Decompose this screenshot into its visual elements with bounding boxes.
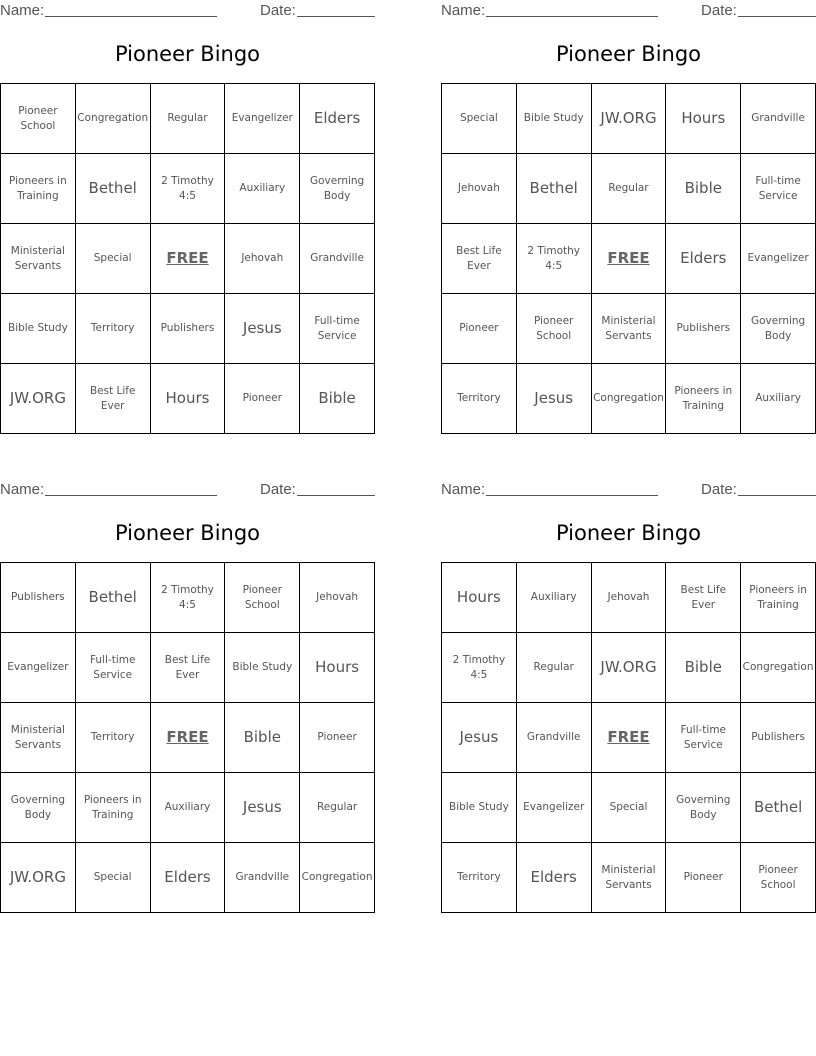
free-space-cell[interactable]: FREE [592, 224, 667, 294]
date-field[interactable] [738, 16, 816, 17]
bingo-cell[interactable]: Congregation [741, 633, 816, 703]
date-label: Date: [260, 481, 296, 498]
bingo-cell[interactable]: Jehovah [442, 154, 517, 224]
bingo-grid [0, 83, 375, 434]
bingo-cell[interactable]: 2 Timothy 4:5 [151, 563, 226, 633]
bingo-cell[interactable]: Bible Study [517, 84, 592, 154]
bingo-cell[interactable]: Bible Study [1, 294, 76, 364]
bingo-cell[interactable]: Elders [300, 84, 375, 154]
bingo-cell[interactable]: Governing Body [666, 773, 741, 843]
bingo-cell[interactable]: Pioneer [442, 294, 517, 364]
bingo-cell[interactable]: 2 Timothy 4:5 [151, 154, 226, 224]
bingo-cell[interactable]: Pioneer School [1, 84, 76, 154]
bingo-cell[interactable]: Pioneer [225, 364, 300, 434]
bingo-cell[interactable]: Bible [666, 633, 741, 703]
bingo-cell[interactable]: Regular [592, 154, 667, 224]
bingo-cell[interactable]: Pioneers in Training [741, 563, 816, 633]
bingo-cell[interactable]: Bible Study [225, 633, 300, 703]
free-space-cell[interactable]: FREE [592, 703, 667, 773]
bingo-cell[interactable]: JW.ORG [592, 633, 667, 703]
bingo-cell[interactable]: Regular [151, 84, 226, 154]
bingo-grid [441, 83, 816, 434]
card-header [441, 2, 816, 20]
bingo-cell[interactable]: Hours [151, 364, 226, 434]
bingo-cell[interactable]: Hours [666, 84, 741, 154]
bingo-cell[interactable]: Hours [300, 633, 375, 703]
bingo-card [0, 0, 375, 440]
bingo-cell[interactable]: Jesus [225, 294, 300, 364]
card-title: Pioneer Bingo [114, 521, 261, 545]
name-label: Name: [441, 481, 486, 498]
bingo-cell[interactable]: Congregation [592, 364, 667, 434]
bingo-cell[interactable]: JW.ORG [592, 84, 667, 154]
bingo-cell[interactable]: Evangelizer [225, 84, 300, 154]
bingo-cell[interactable]: Pioneer [300, 703, 375, 773]
bingo-cell[interactable]: Bible [225, 703, 300, 773]
bingo-cell[interactable]: Pioneer School [225, 563, 300, 633]
free-space-cell[interactable]: FREE [151, 224, 226, 294]
bingo-cell[interactable]: Full-time Service [76, 633, 151, 703]
bingo-cell[interactable]: Bible Study [442, 773, 517, 843]
date-label: Date: [260, 2, 296, 19]
bingo-cell[interactable]: Pioneers in Training [1, 154, 76, 224]
bingo-cell[interactable]: Evangelizer [1, 633, 76, 703]
bingo-cell[interactable]: Governing Body [300, 154, 375, 224]
bingo-cell[interactable]: Territory [76, 703, 151, 773]
free-space-cell[interactable]: FREE [151, 703, 226, 773]
bingo-cell[interactable]: 2 Timothy 4:5 [517, 224, 592, 294]
bingo-cell[interactable]: Ministerial Servants [592, 843, 667, 913]
bingo-cell[interactable]: Grandville [517, 703, 592, 773]
bingo-cell[interactable]: Auxiliary [741, 364, 816, 434]
bingo-cell[interactable]: Special [76, 224, 151, 294]
bingo-cell[interactable]: Elders [151, 843, 226, 913]
bingo-card [0, 479, 375, 919]
bingo-cell[interactable]: Special [592, 773, 667, 843]
bingo-cell[interactable]: Jehovah [592, 563, 667, 633]
card-title: Pioneer Bingo [114, 42, 261, 66]
name-label: Name: [0, 481, 45, 498]
bingo-cell[interactable]: Bible [300, 364, 375, 434]
card-title: Pioneer Bingo [555, 42, 702, 66]
date-field[interactable] [297, 16, 375, 17]
bingo-cell[interactable]: Bethel [517, 154, 592, 224]
bingo-cell[interactable]: Grandville [225, 843, 300, 913]
bingo-cell[interactable]: Territory [442, 843, 517, 913]
bingo-cell[interactable]: Bible [666, 154, 741, 224]
bingo-grid [0, 562, 375, 913]
bingo-card [441, 0, 816, 440]
bingo-cell[interactable]: Publishers [151, 294, 226, 364]
bingo-cell[interactable]: Full-time Service [741, 154, 816, 224]
bingo-cell[interactable]: Auxiliary [151, 773, 226, 843]
bingo-cell[interactable]: Elders [666, 224, 741, 294]
bingo-cell[interactable]: Jesus [442, 703, 517, 773]
bingo-cell[interactable]: Pioneers in Training [76, 773, 151, 843]
bingo-cell[interactable]: Ministerial Servants [1, 703, 76, 773]
name-field[interactable] [45, 495, 217, 496]
name-label: Name: [0, 2, 45, 19]
bingo-card [441, 479, 816, 919]
bingo-cell[interactable]: Bethel [76, 563, 151, 633]
bingo-cell[interactable]: Evangelizer [741, 224, 816, 294]
card-header [0, 481, 375, 499]
bingo-cell[interactable]: Territory [76, 294, 151, 364]
bingo-cell[interactable]: Best Life Ever [76, 364, 151, 434]
bingo-cell[interactable]: Evangelizer [517, 773, 592, 843]
bingo-cell[interactable]: Grandville [300, 224, 375, 294]
bingo-cell[interactable]: Pioneer School [741, 843, 816, 913]
bingo-cell[interactable]: Governing Body [741, 294, 816, 364]
bingo-cell[interactable]: Jesus [517, 364, 592, 434]
name-label: Name: [441, 2, 486, 19]
bingo-cell[interactable]: Pioneer [666, 843, 741, 913]
bingo-cell[interactable]: Auxiliary [225, 154, 300, 224]
bingo-cell[interactable]: Special [76, 843, 151, 913]
bingo-cell[interactable]: Publishers [666, 294, 741, 364]
bingo-cell[interactable]: Elders [517, 843, 592, 913]
bingo-cell[interactable]: Congregation [300, 843, 375, 913]
bingo-cell[interactable]: Best Life Ever [666, 563, 741, 633]
bingo-cell[interactable]: Hours [442, 563, 517, 633]
name-field[interactable] [486, 495, 658, 496]
bingo-cell[interactable]: JW.ORG [1, 843, 76, 913]
name-field[interactable] [486, 16, 658, 17]
bingo-cell[interactable]: Jehovah [225, 224, 300, 294]
bingo-cell[interactable]: JW.ORG [1, 364, 76, 434]
bingo-cell[interactable]: Bethel [76, 154, 151, 224]
bingo-cell[interactable]: Full-time Service [300, 294, 375, 364]
card-title: Pioneer Bingo [555, 521, 702, 545]
bingo-cell[interactable]: Auxiliary [517, 563, 592, 633]
bingo-cell[interactable]: Regular [517, 633, 592, 703]
bingo-cell[interactable]: Territory [442, 364, 517, 434]
bingo-cell[interactable]: Grandville [741, 84, 816, 154]
bingo-cell[interactable]: Bethel [741, 773, 816, 843]
bingo-cell[interactable]: Pioneer School [517, 294, 592, 364]
card-header [0, 2, 375, 20]
bingo-cell[interactable]: Ministerial Servants [592, 294, 667, 364]
bingo-cell[interactable]: Best Life Ever [442, 224, 517, 294]
bingo-cell[interactable]: Ministerial Servants [1, 224, 76, 294]
bingo-cell[interactable]: Publishers [741, 703, 816, 773]
bingo-cell[interactable]: Pioneers in Training [666, 364, 741, 434]
date-field[interactable] [738, 495, 816, 496]
bingo-cell[interactable]: Jehovah [300, 563, 375, 633]
bingo-cell[interactable]: 2 Timothy 4:5 [442, 633, 517, 703]
bingo-cell[interactable]: Regular [300, 773, 375, 843]
name-field[interactable] [45, 16, 217, 17]
bingo-cell[interactable]: Best Life Ever [151, 633, 226, 703]
bingo-cell[interactable]: Jesus [225, 773, 300, 843]
date-field[interactable] [297, 495, 375, 496]
bingo-cell[interactable]: Special [442, 84, 517, 154]
bingo-cell[interactable]: Governing Body [1, 773, 76, 843]
card-header [441, 481, 816, 499]
bingo-cell[interactable]: Publishers [1, 563, 76, 633]
bingo-cell[interactable]: Full-time Service [666, 703, 741, 773]
bingo-cell[interactable]: Congregation [76, 84, 151, 154]
bingo-grid [441, 562, 816, 913]
date-label: Date: [701, 481, 737, 498]
date-label: Date: [701, 2, 737, 19]
